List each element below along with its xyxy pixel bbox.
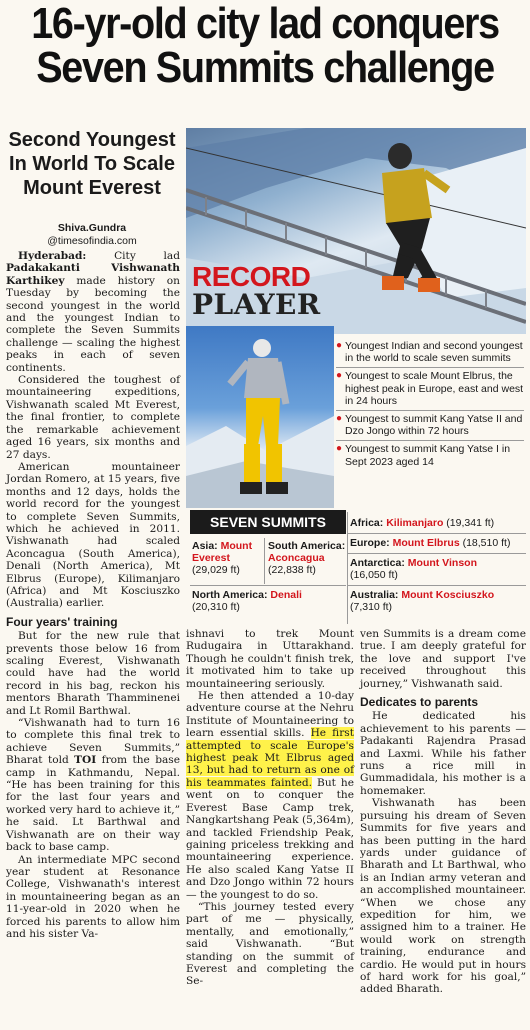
section-heading: Four years' training	[6, 614, 118, 629]
subhead-line-3: Mount Everest	[23, 177, 161, 199]
summit-africa	[348, 514, 526, 534]
record-facts-list	[336, 338, 524, 471]
headline-line-1: 16-yr-old city lad conquers	[31, 0, 499, 48]
text-span: made history on Tuesday by becoming the second youngest in the world and the youngest Indian to complete the Seven Summits challenge — scaling the highest peaks in each of seven continents.	[6, 274, 180, 374]
record-label: RECORD	[192, 261, 311, 292]
text-span: He then attended a 10-day adventure course at the Nehru Institute of Mountaineering to learn essential skills.	[186, 690, 354, 740]
article-paragraph	[186, 690, 354, 901]
fact-text: Youngest Indian and second youngest in the world to scale seven summits	[345, 340, 523, 365]
summit-continent: Antarctica:	[350, 557, 405, 569]
summit-antarctica	[348, 554, 526, 586]
article-paragraph: Vishwanath has been pursuing his dream of Seven Summits for five years and has been putting in the hard yards under guidance of Bharath and Lt Barthwal, who is an Indian army veteran and an accomplished mountaineer. “When we chose any expedition for him, we assigned him to a trainer. He would work on strength training, endurance and cardio. He would put in hours of hard work for his goal,” added Bharath.	[360, 797, 526, 996]
article-paragraph: But for the new rule that prevents those below 16 from scaling Everest, Vishwanath could have had the world record in his bag, reckon his mentors Bharath Thamminenei and Lt Romil Barthwal.	[6, 630, 180, 717]
summit-australia	[348, 586, 526, 617]
summit-continent: North America:	[192, 589, 268, 601]
publication-name: TOI	[74, 754, 97, 767]
summit-height: (18,510 ft)	[462, 537, 511, 549]
player-label: PLAYER	[192, 288, 321, 321]
fact-text: Youngest to summit Kang Yatse I in Sept 2023 aged 14	[345, 443, 511, 468]
article-paragraph: An intermediate MPC second year student at Resonance College, Vishwanath's interest in mountaineering began as an 11-year-old in 2020 when he forced his parents to allow him and his sister Va-	[6, 853, 180, 940]
dateline: Hyderabad:	[18, 250, 87, 262]
summit-height: (22,838 ft)	[268, 564, 316, 576]
text-span: “Vishwanath had to turn 16 to complete this final trek to achieve Seven Summits,” Bharat told	[6, 717, 180, 767]
summit-peak: Denali	[270, 589, 302, 601]
article-paragraph	[6, 717, 180, 853]
summit-peak: Mount Kosciuszko	[401, 589, 495, 601]
article-paragraph: “This journey tested every part of me — physically, mentally, and emotionally,” said Vishwanath. “But standing on the summit of Everest and completing the Se-	[186, 900, 354, 988]
article-column-2	[186, 628, 354, 988]
summit-continent: Europe:	[350, 537, 390, 549]
summit-europe	[348, 534, 526, 554]
summit-north-america	[192, 589, 342, 613]
text-span: But he went on to conquer the Everest Base Camp trek, Nangkartshang Peak (5,364m), and tackled Friendship Peak, gaining priceless trekking and mountaineering experience. He also scaled Kang Yatse II and Dzo Jongo within 72 hours — the youngest to do so.	[186, 776, 354, 901]
byline-handle: @timesofindia.com	[47, 235, 137, 247]
summit-asia	[192, 540, 262, 576]
summit-height: (16,050 ft)	[350, 569, 398, 581]
summit-height: (20,310 ft)	[192, 601, 240, 613]
article-paragraph	[6, 250, 180, 374]
summit-peak: Mount Vinson	[407, 557, 477, 569]
subhead-line-2: In World To Scale	[9, 153, 175, 175]
article-column-1	[6, 250, 180, 940]
headline	[27, 2, 504, 90]
byline-author: Shiva.Gundra	[57, 222, 127, 234]
bullet-icon: ●	[336, 370, 343, 382]
summit-height: (7,310 ft)	[350, 601, 393, 613]
fact-item	[336, 338, 524, 368]
article-paragraph: ven Summits is a dream come true. I am deeply grateful for the love and support I've received throughout this journey,” Vishwanath said.	[360, 628, 526, 690]
divider	[190, 585, 346, 586]
subject-name: Padakakanti Vishwanath Karthikey	[6, 262, 180, 287]
fact-item	[336, 411, 524, 441]
summit-peak: Kilimanjaro	[386, 517, 444, 529]
divider	[264, 538, 265, 584]
headline-line-2: Seven Summits challenge	[36, 43, 494, 92]
fact-item	[336, 368, 524, 411]
subheadline	[4, 128, 180, 200]
summit-peak: Mount Elbrus	[392, 537, 460, 549]
summit-continent: South America:	[268, 540, 346, 552]
climber-summit-photo	[186, 326, 334, 508]
bullet-icon: ●	[336, 413, 343, 425]
article-paragraph: ishnavi to trek Mount Rudugaira in Uttarakhand. Though he couldn't finish trek, it motivated him to take up mountaineering seriously.	[186, 628, 354, 690]
byline	[4, 222, 180, 248]
seven-summits-right-grid	[348, 514, 526, 617]
highlighted-text: He first attempted to scale Europe's highest peak Mt Elbrus aged 13, but had to return as one of his teammates fainted.	[186, 727, 354, 789]
bullet-icon: ●	[336, 340, 343, 351]
summit-peak: Aconcagua	[268, 552, 325, 564]
summit-south-america	[268, 540, 348, 576]
summit-continent: Africa:	[350, 517, 384, 529]
summit-photo-illustration	[186, 326, 334, 508]
summit-height: (19,341 ft)	[446, 517, 495, 529]
summit-continent: Asia:	[192, 540, 218, 552]
fact-text: Youngest to summit Kang Yatse II and Dzo Jongo within 72 hours	[345, 413, 523, 438]
article-paragraph: Considered the toughest of mountaineering expeditions, Vishwanath scaled Mt Everest, the final frontier, to complete the remarkable achievement aged 16 years, six months and 27 days.	[6, 374, 180, 461]
bullet-icon: ●	[336, 443, 343, 455]
article-paragraph: He dedicated his achievement to his parents — Padakanti Rajendra Prasad and Laxmi. While his father runs a rice mill in Gummadidala, his mother is a homemaker.	[360, 710, 526, 797]
subhead-line-1: Second Youngest	[8, 129, 176, 151]
article-paragraph: American mountaineer Jordan Romero, at 15 years, five months and 12 days, holds the world record for the youngest to complete Seven Summits, which he achieved in 2011. Vishwanath had scaled Aconcagua (South America), Denali (North America), Mt Elbrus (Europe), Kilimanjaro (Africa) and Mt Kosciuszko (Australia) earlier.	[6, 460, 180, 610]
article-column-3	[360, 628, 526, 996]
section-heading: Dedicates to parents	[360, 695, 479, 710]
text-span: City lad	[86, 250, 180, 262]
text-span: from the base camp in Kathmandu, Nepal. “He has been training for this for the last four years and worked very hard to achieve it,” he said. Lt Barthwal and Vishwanath are on their way back to base camp.	[6, 754, 180, 854]
seven-summits-title: SEVEN SUMMITS	[190, 510, 346, 534]
summit-peak: Mount Everest	[192, 540, 253, 564]
summit-height: (29,029 ft)	[192, 564, 240, 576]
fact-text: Youngest to scale Mount Elbrus, the highest peak in Europe, east and west in 24 hours	[345, 370, 524, 407]
fact-item	[336, 441, 524, 470]
summit-continent: Australia:	[350, 589, 399, 601]
